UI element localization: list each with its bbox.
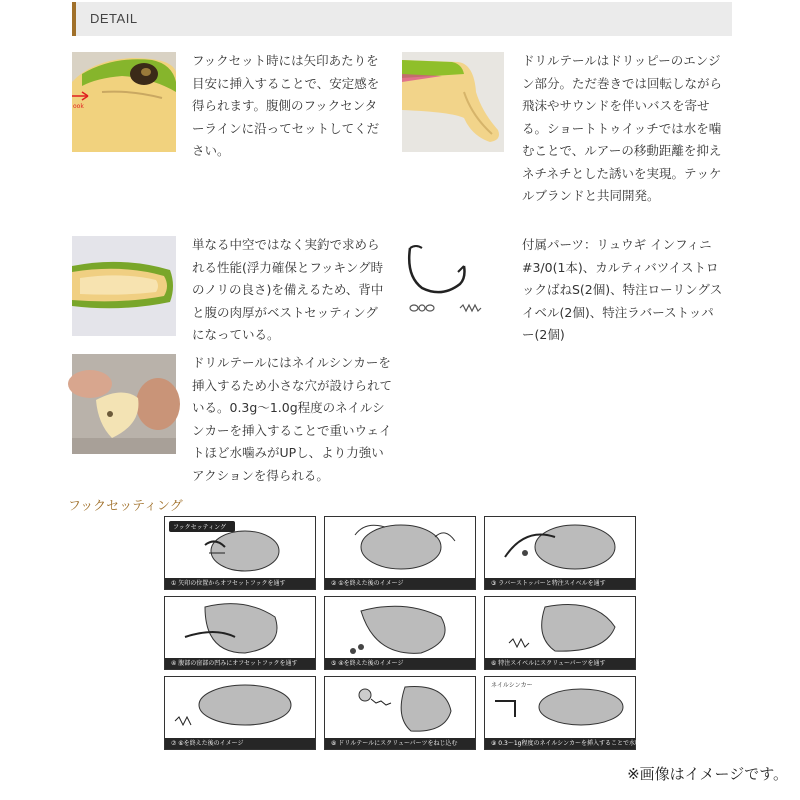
detail-title: DETAIL: [90, 11, 138, 26]
step-2-panel: [324, 516, 476, 590]
hook-setting-title: フックセッティング: [68, 499, 183, 514]
drill-tail-photo: [402, 52, 504, 152]
detail-header: [72, 2, 732, 36]
step-4-caption: ④ 腹部の窪部の凹みにオフセットフックを通す: [165, 658, 315, 669]
step-9-caption: ⑨ 0.3～1g程度のネイルシンカーを挿入することで水噛みUP ⑨ 完成♪: [485, 738, 635, 749]
sinker-label: ネイルシンカー: [491, 682, 533, 689]
image-disclaimer: ※画像はイメージです。: [627, 765, 788, 783]
detail-text-nail-sinker: ドリルテールにはネイルシンカーを挿入するため小さな穴が設けられている。0.3g～1.0g程度のネイルシンカーを挿入することで重いウェイトほど水噛みがUPし、より力強いアクションを得られる。: [192, 355, 393, 483]
step-4-panel: [164, 596, 316, 670]
body-section-photo: [72, 236, 176, 336]
detail-text-included-parts: 付属パーツ：リュウギ インフィニ#3/0(1本)、カルティバツイストロックばねS(2個)、特注ローリングスイベル(2個)、特注ラバーストッパー(2個): [522, 237, 723, 342]
detail-text-drill-tail: ドリルテールはドリッピーのエンジン部分。ただ巻きでは回転しながら飛沫やサウンドを伴いバスを寄せる。ショートトゥイッチでは水を噛むことで、ルアーの移動距離を抑えネチネチとした誘いを実現。テッケルブランドと共同開発。: [522, 53, 723, 203]
tail-hole-photo: [72, 354, 176, 454]
step-8-panel: [324, 676, 476, 750]
step-6-panel: [484, 596, 636, 670]
step-5-caption: ⑤ ④を終えた後のイメージ: [325, 658, 475, 669]
detail-text-hook-set: フックセット時には矢印あたりを目安に挿入することで、安定感を得られます。腹側のフックセンターラインに沿ってセットしてください。: [192, 53, 380, 158]
step-7-panel: [164, 676, 316, 750]
step-8-caption: ⑧ ドリルテールにスクリューパーツをねじ込む: [325, 738, 475, 749]
lure-head-photo: [72, 52, 176, 152]
step-6-caption: ⑥ 特注スイベルにスクリューパーツを通す: [485, 658, 635, 669]
step-3-caption: ③ ラバーストッパーと特注スイベルを通す: [485, 578, 635, 589]
step-2-caption: ② ①を終えた後のイメージ: [325, 578, 475, 589]
step-9-panel: [484, 676, 681, 750]
step-3-panel: [484, 516, 636, 590]
detail-text-body-thickness: 単なる中空ではなく実釣で求められる性能(浮力確保とフッキング時のノリの良さ)を備えるため、背中と腹の肉厚がベストセッティングになっている。: [192, 237, 384, 342]
step-1-caption: ① 矢印の位置からオフセットフックを通す: [165, 578, 315, 589]
hook-setting-badge: フックセッティング: [173, 524, 226, 531]
step-7-caption: ⑦ ⑥を終えた後のイメージ: [165, 738, 315, 749]
hook-setting-diagram: [164, 516, 681, 749]
step-1-panel: [164, 516, 316, 590]
arrow-label: ook: [73, 103, 84, 110]
included-parts-photo: [402, 236, 504, 336]
step-5-panel: [324, 596, 476, 670]
